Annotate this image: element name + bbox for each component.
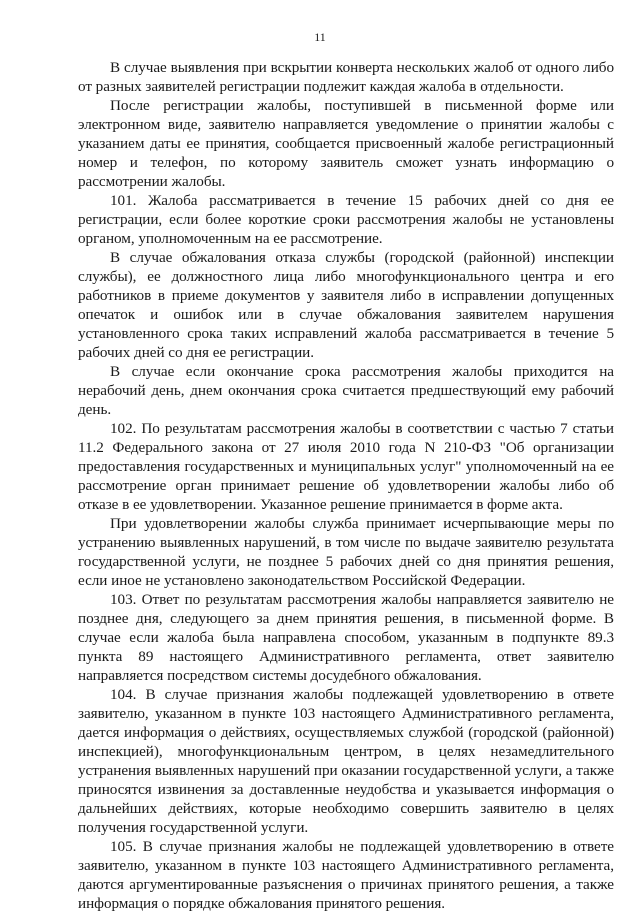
paragraph-nonworking-day: В случае если окончание срока рассмотрения жалобы приходится на нерабочий день, днем окончания срока считается предшествующий ему рабочий день. xyxy=(78,363,614,418)
paragraph-101: 101. Жалоба рассматривается в течение 15 рабочих дней со дня ее регистрации, если более короткие сроки рассмотрения жалобы не установлены органом, уполномоченным на ее рассмотрение. xyxy=(78,192,614,247)
paragraph-103: 103. Ответ по результатам рассмотрения жалобы направляется заявителю не позднее дня, следующего за днем принятия решения, в письменной форме. В случае если жалоба была направлена способом, указанным в подпункте 89.3 пункта 89 настоящего Административного регламента, ответ заявителю направляется посредством системы досудебного обжалования. xyxy=(78,591,614,684)
paragraph-registration-notice: После регистрации жалобы, поступившей в письменной форме или электронном виде, заявителю направляется уведомление о принятии жалобы с указанием даты ее принятия, сообщается присвоенный жалобе регистрационный номер и телефон, по которому заявитель сможет узнать информацию о рассмотрении жалобы. xyxy=(78,97,614,190)
paragraph-envelope-multiple-complaints: В случае выявления при вскрытии конверта нескольких жалоб от одного либо от разных заявителей регистрации подлежит каждая жалоба в отдельности. xyxy=(78,59,614,95)
paragraph-satisfaction-measures: При удовлетворении жалобы служба принимает исчерпывающие меры по устранению выявленных нарушений, в том числе по выдаче заявителю результата государственной услуги, не позднее 5 рабочих дней со дня принятия решения, если иное не установлено законодательством Российской Федерации. xyxy=(78,515,614,589)
paragraph-104: 104. В случае признания жалобы подлежащей удовлетворению в ответе заявителю, указанном в пункте 103 настоящего Административного регламента, дается информация о действиях, осуществляемых службой (городской (районной) инспекцией), многофункциональным центром, в целях незамедлительного устранения выявленных нарушений при оказании государственной услуги, а также приносятся извинения за доставленные неудобства и указывается информация о дальнейших действиях, которые необходимо совершить заявителю в целях получения государственной услуги. xyxy=(78,686,614,836)
page-number: 11 xyxy=(314,30,326,44)
paragraph-102: 102. По результатам рассмотрения жалобы в соответствии с частью 7 статьи 11.2 Федерального закона от 27 июля 2010 года N 210-ФЗ "Об организации предоставления государственных и муниципальных услуг" уполномоченный на ее рассмотрение орган принимает решение об удовлетворении жалобы либо об отказе в ее удовлетворении. Указанное решение принимается в форме акта. xyxy=(78,420,614,513)
document-body xyxy=(78,58,614,913)
paragraph-105: 105. В случае признания жалобы не подлежащей удовлетворению в ответе заявителю, указанном в пункте 103 настоящего Административного регламента, даются аргументированные разъяснения о причинах принятого решения, а также информация о порядке обжалования принятого решения. xyxy=(78,838,614,912)
paragraph-refusal-appeal: В случае обжалования отказа службы (городской (районной) инспекции службы), ее должностного лица либо многофункционального центра и его работников в приеме документов у заявителя либо в исправлении допущенных опечаток и ошибок или в случае обжалования заявителем нарушения установленного срока таких исправлений жалоба рассматривается в течение 5 рабочих дней со дня ее регистрации. xyxy=(78,249,614,361)
